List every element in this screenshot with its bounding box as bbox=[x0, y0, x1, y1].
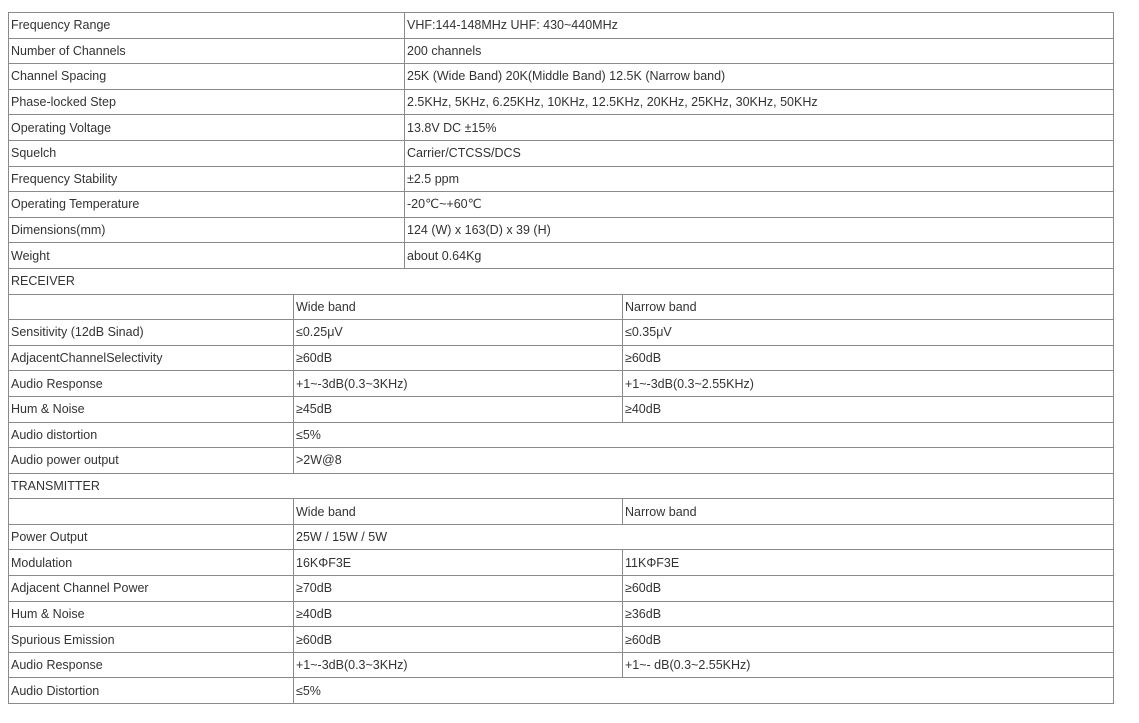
spec-row bbox=[9, 192, 1114, 218]
transmitter-title: TRANSMITTER bbox=[9, 473, 1114, 499]
spec-value: 200 channels bbox=[405, 38, 1114, 64]
spec-label: Modulation bbox=[9, 550, 294, 576]
spec-value: 25K (Wide Band) 20K(Middle Band) 12.5K (Narrow band) bbox=[405, 64, 1114, 90]
spec-value: 2.5KHz, 5KHz, 6.25KHz, 10KHz, 12.5KHz, 20KHz, 25KHz, 30KHz, 50KHz bbox=[405, 89, 1114, 115]
spec-label: Weight bbox=[9, 243, 405, 269]
receiver-spec-row bbox=[9, 422, 1114, 448]
narrow-band-value: ≥36dB bbox=[623, 601, 1114, 627]
spec-value: -20℃~+60℃ bbox=[405, 192, 1114, 218]
spec-label: Hum & Noise bbox=[9, 396, 294, 422]
spec-row bbox=[9, 217, 1114, 243]
narrow-band-value: +1~-3dB(0.3~2.55KHz) bbox=[623, 371, 1114, 397]
transmitter-spec-row bbox=[9, 627, 1114, 653]
spec-label: Audio Distortion bbox=[9, 678, 294, 704]
spec-label: Phase-locked Step bbox=[9, 89, 405, 115]
spec-row bbox=[9, 243, 1114, 269]
spec-value: 124 (W) x 163(D) x 39 (H) bbox=[405, 217, 1114, 243]
wide-band-value: ≥40dB bbox=[294, 601, 623, 627]
narrow-band-value: ≥60dB bbox=[623, 576, 1114, 602]
band-header-blank bbox=[9, 499, 294, 525]
wide-band-value: ≥45dB bbox=[294, 396, 623, 422]
spec-label: Spurious Emission bbox=[9, 627, 294, 653]
spec-value: 13.8V DC ±15% bbox=[405, 115, 1114, 141]
spec-value: about 0.64Kg bbox=[405, 243, 1114, 269]
spec-label: Audio Response bbox=[9, 652, 294, 678]
spec-label: Dimensions(mm) bbox=[9, 217, 405, 243]
transmitter-spec-row bbox=[9, 576, 1114, 602]
wide-band-value: 16KΦF3E bbox=[294, 550, 623, 576]
wide-band-value: ≤0.25μV bbox=[294, 320, 623, 346]
spec-label: Number of Channels bbox=[9, 38, 405, 64]
receiver-section-header bbox=[9, 268, 1114, 294]
spec-value: Carrier/CTCSS/DCS bbox=[405, 140, 1114, 166]
receiver-title: RECEIVER bbox=[9, 268, 1114, 294]
spec-row bbox=[9, 89, 1114, 115]
spec-value: VHF:144-148MHz UHF: 430~440MHz bbox=[405, 13, 1114, 39]
spec-value: ≤5% bbox=[294, 422, 1114, 448]
spec-label: Frequency Stability bbox=[9, 166, 405, 192]
receiver-spec-row bbox=[9, 396, 1114, 422]
spec-row bbox=[9, 13, 1114, 39]
spec-label: Squelch bbox=[9, 140, 405, 166]
receiver-spec-row bbox=[9, 345, 1114, 371]
wide-band-value: +1~-3dB(0.3~3KHz) bbox=[294, 652, 623, 678]
spec-label: Power Output bbox=[9, 524, 294, 550]
narrow-band-value: ≥60dB bbox=[623, 627, 1114, 653]
transmitter-spec-row bbox=[9, 678, 1114, 704]
narrow-band-value: +1~- dB(0.3~2.55KHz) bbox=[623, 652, 1114, 678]
spec-value: 25W / 15W / 5W bbox=[294, 524, 1114, 550]
narrow-band-value: ≥60dB bbox=[623, 345, 1114, 371]
spec-label: Operating Temperature bbox=[9, 192, 405, 218]
receiver-spec-row bbox=[9, 448, 1114, 474]
narrow-band-value: ≥40dB bbox=[623, 396, 1114, 422]
wide-band-value: ≥60dB bbox=[294, 627, 623, 653]
spec-label: AdjacentChannelSelectivity bbox=[9, 345, 294, 371]
spec-row bbox=[9, 64, 1114, 90]
transmitter-spec-row bbox=[9, 524, 1114, 550]
spec-label: Audio distortion bbox=[9, 422, 294, 448]
spec-value: ≤5% bbox=[294, 678, 1114, 704]
wide-band-header: Wide band bbox=[294, 499, 623, 525]
spec-row bbox=[9, 38, 1114, 64]
spec-row bbox=[9, 140, 1114, 166]
spec-label: Audio power output bbox=[9, 448, 294, 474]
spec-label: Audio Response bbox=[9, 371, 294, 397]
spec-label: Adjacent Channel Power bbox=[9, 576, 294, 602]
spec-label: Channel Spacing bbox=[9, 64, 405, 90]
spec-label: Operating Voltage bbox=[9, 115, 405, 141]
narrow-band-header: Narrow band bbox=[623, 294, 1114, 320]
spec-row bbox=[9, 115, 1114, 141]
transmitter-band-header bbox=[9, 499, 1114, 525]
transmitter-spec-row bbox=[9, 652, 1114, 678]
spec-label: Sensitivity (12dB Sinad) bbox=[9, 320, 294, 346]
wide-band-value: +1~-3dB(0.3~3KHz) bbox=[294, 371, 623, 397]
narrow-band-value: ≤0.35μV bbox=[623, 320, 1114, 346]
spec-value: ±2.5 ppm bbox=[405, 166, 1114, 192]
wide-band-value: ≥70dB bbox=[294, 576, 623, 602]
transmitter-spec-row bbox=[9, 550, 1114, 576]
narrow-band-header: Narrow band bbox=[623, 499, 1114, 525]
wide-band-value: ≥60dB bbox=[294, 345, 623, 371]
spec-value: >2W@8 bbox=[294, 448, 1114, 474]
transmitter-section-header bbox=[9, 473, 1114, 499]
receiver-band-header bbox=[9, 294, 1114, 320]
spec-label: Frequency Range bbox=[9, 13, 405, 39]
receiver-spec-row bbox=[9, 371, 1114, 397]
spec-table bbox=[8, 12, 1114, 704]
spec-row bbox=[9, 166, 1114, 192]
receiver-spec-row bbox=[9, 320, 1114, 346]
spec-label: Hum & Noise bbox=[9, 601, 294, 627]
narrow-band-value: 11KΦF3E bbox=[623, 550, 1114, 576]
spec-table-body bbox=[9, 13, 1114, 704]
transmitter-spec-row bbox=[9, 601, 1114, 627]
wide-band-header: Wide band bbox=[294, 294, 623, 320]
band-header-blank bbox=[9, 294, 294, 320]
